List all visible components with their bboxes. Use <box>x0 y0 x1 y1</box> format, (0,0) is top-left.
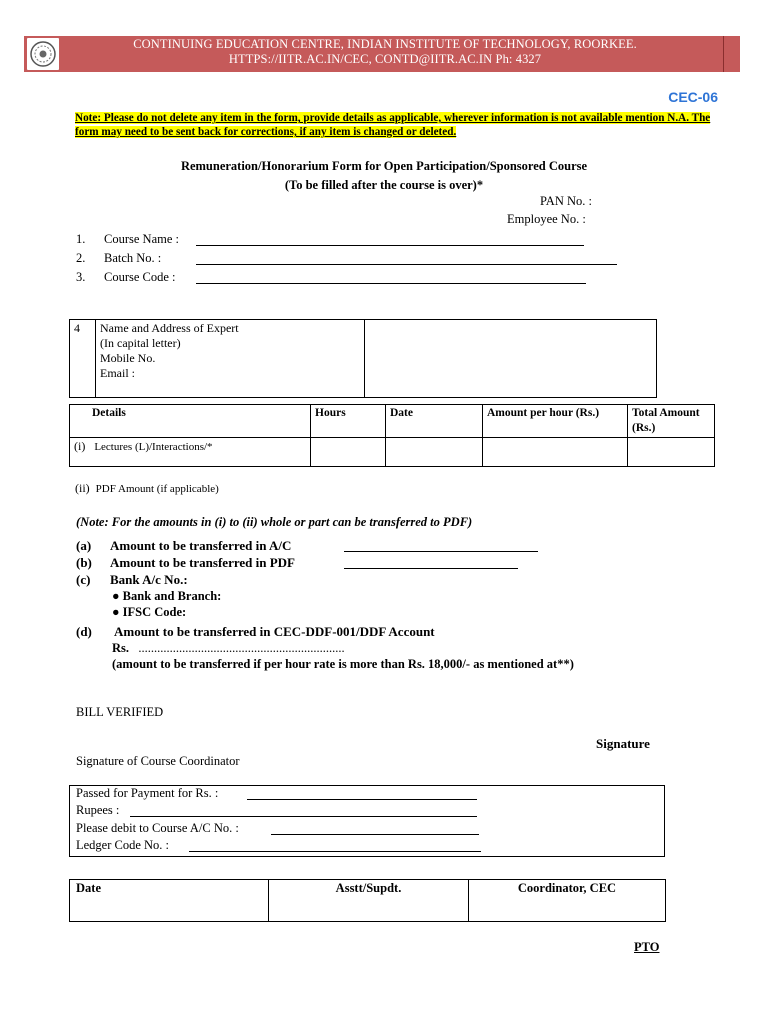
course-code-label: Course Code : <box>104 270 176 284</box>
rupees-label: Rupees : <box>76 803 120 817</box>
batch-no-row <box>76 251 161 266</box>
course-name-row <box>76 232 179 247</box>
transfer-a-row <box>76 538 291 554</box>
lectures-label: Lectures (L)/Interactions/* <box>94 441 213 453</box>
expert-name-label: Name and Address of Expert <box>100 321 239 335</box>
item-number: 1. <box>76 232 86 246</box>
ddf-note: (amount to be transferred if per hour rate is more than Rs. 18,000/- as mentioned at**) <box>112 657 574 671</box>
institute-logo <box>27 38 59 70</box>
ledger-code-field[interactable] <box>189 842 481 852</box>
transfer-b-row <box>76 555 295 571</box>
pan-label: PAN No. : <box>540 194 592 208</box>
lectures-rate-input[interactable] <box>483 438 628 467</box>
debit-course-field[interactable] <box>271 825 479 835</box>
expert-email-label: Email : <box>100 366 135 380</box>
transfer-d-number: (d) <box>76 624 92 639</box>
transfer-b-number: (b) <box>76 555 92 570</box>
transfer-b-label: Amount to be transferred in PDF <box>110 555 295 570</box>
transfer-pdf-field[interactable] <box>344 559 518 569</box>
col-total-amount: Total Amount (Rs.) <box>628 405 715 438</box>
bank-branch-label: ● Bank and Branch: <box>112 589 222 603</box>
col-hours: Hours <box>311 405 386 438</box>
expert-details-input[interactable] <box>365 320 657 398</box>
ddf-amount-field[interactable]: .................................................................. <box>138 641 345 655</box>
pdf-amount-row <box>75 481 219 496</box>
details-table <box>69 404 715 467</box>
row-lectures-label <box>70 438 311 467</box>
transfer-a-number: (a) <box>76 538 92 553</box>
passed-amount-field[interactable] <box>247 790 477 800</box>
transfer-ac-field[interactable] <box>344 542 538 552</box>
employee-label: Employee No. : <box>507 212 586 226</box>
ddf-rs-label: Rs. <box>112 641 130 655</box>
col-amount-per-hour: Amount per hour (Rs.) <box>483 405 628 438</box>
approval-table <box>69 879 666 922</box>
row-number: (i) <box>74 439 86 453</box>
transfer-a-label: Amount to be transferred in A/C <box>110 538 292 553</box>
course-name-field[interactable] <box>196 236 584 246</box>
bank-ac-label: Bank A/c No.: <box>110 572 188 587</box>
lectures-hours-input[interactable] <box>311 438 386 467</box>
form-code: CEC-06 <box>668 89 718 105</box>
form-subtitle: (To be filled after the course is over)* <box>284 178 484 192</box>
header-text <box>60 37 710 67</box>
coordinator-signature-label: Signature of Course Coordinator <box>76 754 240 768</box>
form-title: Remuneration/Honorarium Form for Open Participation/Sponsored Course <box>180 159 588 173</box>
ddf-amount-row <box>112 641 345 656</box>
approval-coordinator: Coordinator, CEC <box>469 880 666 922</box>
approval-date: Date <box>70 880 269 922</box>
expert-capital-note: (In capital letter) <box>100 336 181 350</box>
transfer-d-row <box>76 624 435 640</box>
transfer-note: (Note: For the amounts in (i) to (ii) whole or part can be transferred to PDF) <box>76 515 473 529</box>
ledger-code-label: Ledger Code No. : <box>76 838 170 852</box>
debit-course-label: Please debit to Course A/C No. : <box>76 821 239 835</box>
transfer-c-number: (c) <box>76 572 91 587</box>
col-date: Date <box>386 405 483 438</box>
item-number: 2. <box>76 251 86 265</box>
pto-label: PTO <box>634 940 660 954</box>
rupees-field[interactable] <box>130 807 477 817</box>
transfer-c-row <box>76 572 188 588</box>
passed-for-payment-label: Passed for Payment for Rs. : <box>76 786 219 800</box>
ifsc-code-label: ● IFSC Code: <box>112 605 187 619</box>
ddf-transfer-label: Amount to be transferred in CEC-DDF-001/DDF Account <box>114 624 435 639</box>
batch-no-field[interactable] <box>196 255 617 265</box>
expert-table <box>69 319 657 398</box>
batch-no-label: Batch No. : <box>104 251 162 265</box>
instruction-note <box>75 111 720 139</box>
expert-number: 4 <box>70 320 96 398</box>
pdf-item-number: (ii) <box>75 481 90 495</box>
expert-label-cell <box>96 320 365 398</box>
expert-mobile-label: Mobile No. <box>100 351 156 365</box>
header-line-2: HTTPS://IITR.AC.IN/CEC, CONTD@IITR.AC.IN Ph: 4327 <box>228 52 542 66</box>
col-details: Details <box>70 405 311 438</box>
header-divider <box>723 36 724 72</box>
approval-asstt-supdt: Asstt/Supdt. <box>269 880 469 922</box>
header-line-1: CONTINUING EDUCATION CENTRE, INDIAN INSTITUTE OF TECHNOLOGY, ROORKEE. <box>133 37 637 51</box>
course-code-row <box>76 270 176 285</box>
course-code-field[interactable] <box>196 274 586 284</box>
lectures-total-input[interactable] <box>628 438 715 467</box>
instruction-note-text: Note: Please do not delete any item in the form, provide details as applicable, wherever information is not available mention N.A. The form may need to be sent back for corrections, if any item is changed or deleted. <box>75 112 711 138</box>
item-number: 3. <box>76 270 86 284</box>
signature-label: Signature <box>596 736 650 751</box>
bill-verified: BILL VERIFIED <box>76 705 164 719</box>
lectures-date-input[interactable] <box>386 438 483 467</box>
pdf-amount-label: PDF Amount (if applicable) <box>95 483 219 495</box>
course-name-label: Course Name : <box>104 232 179 246</box>
